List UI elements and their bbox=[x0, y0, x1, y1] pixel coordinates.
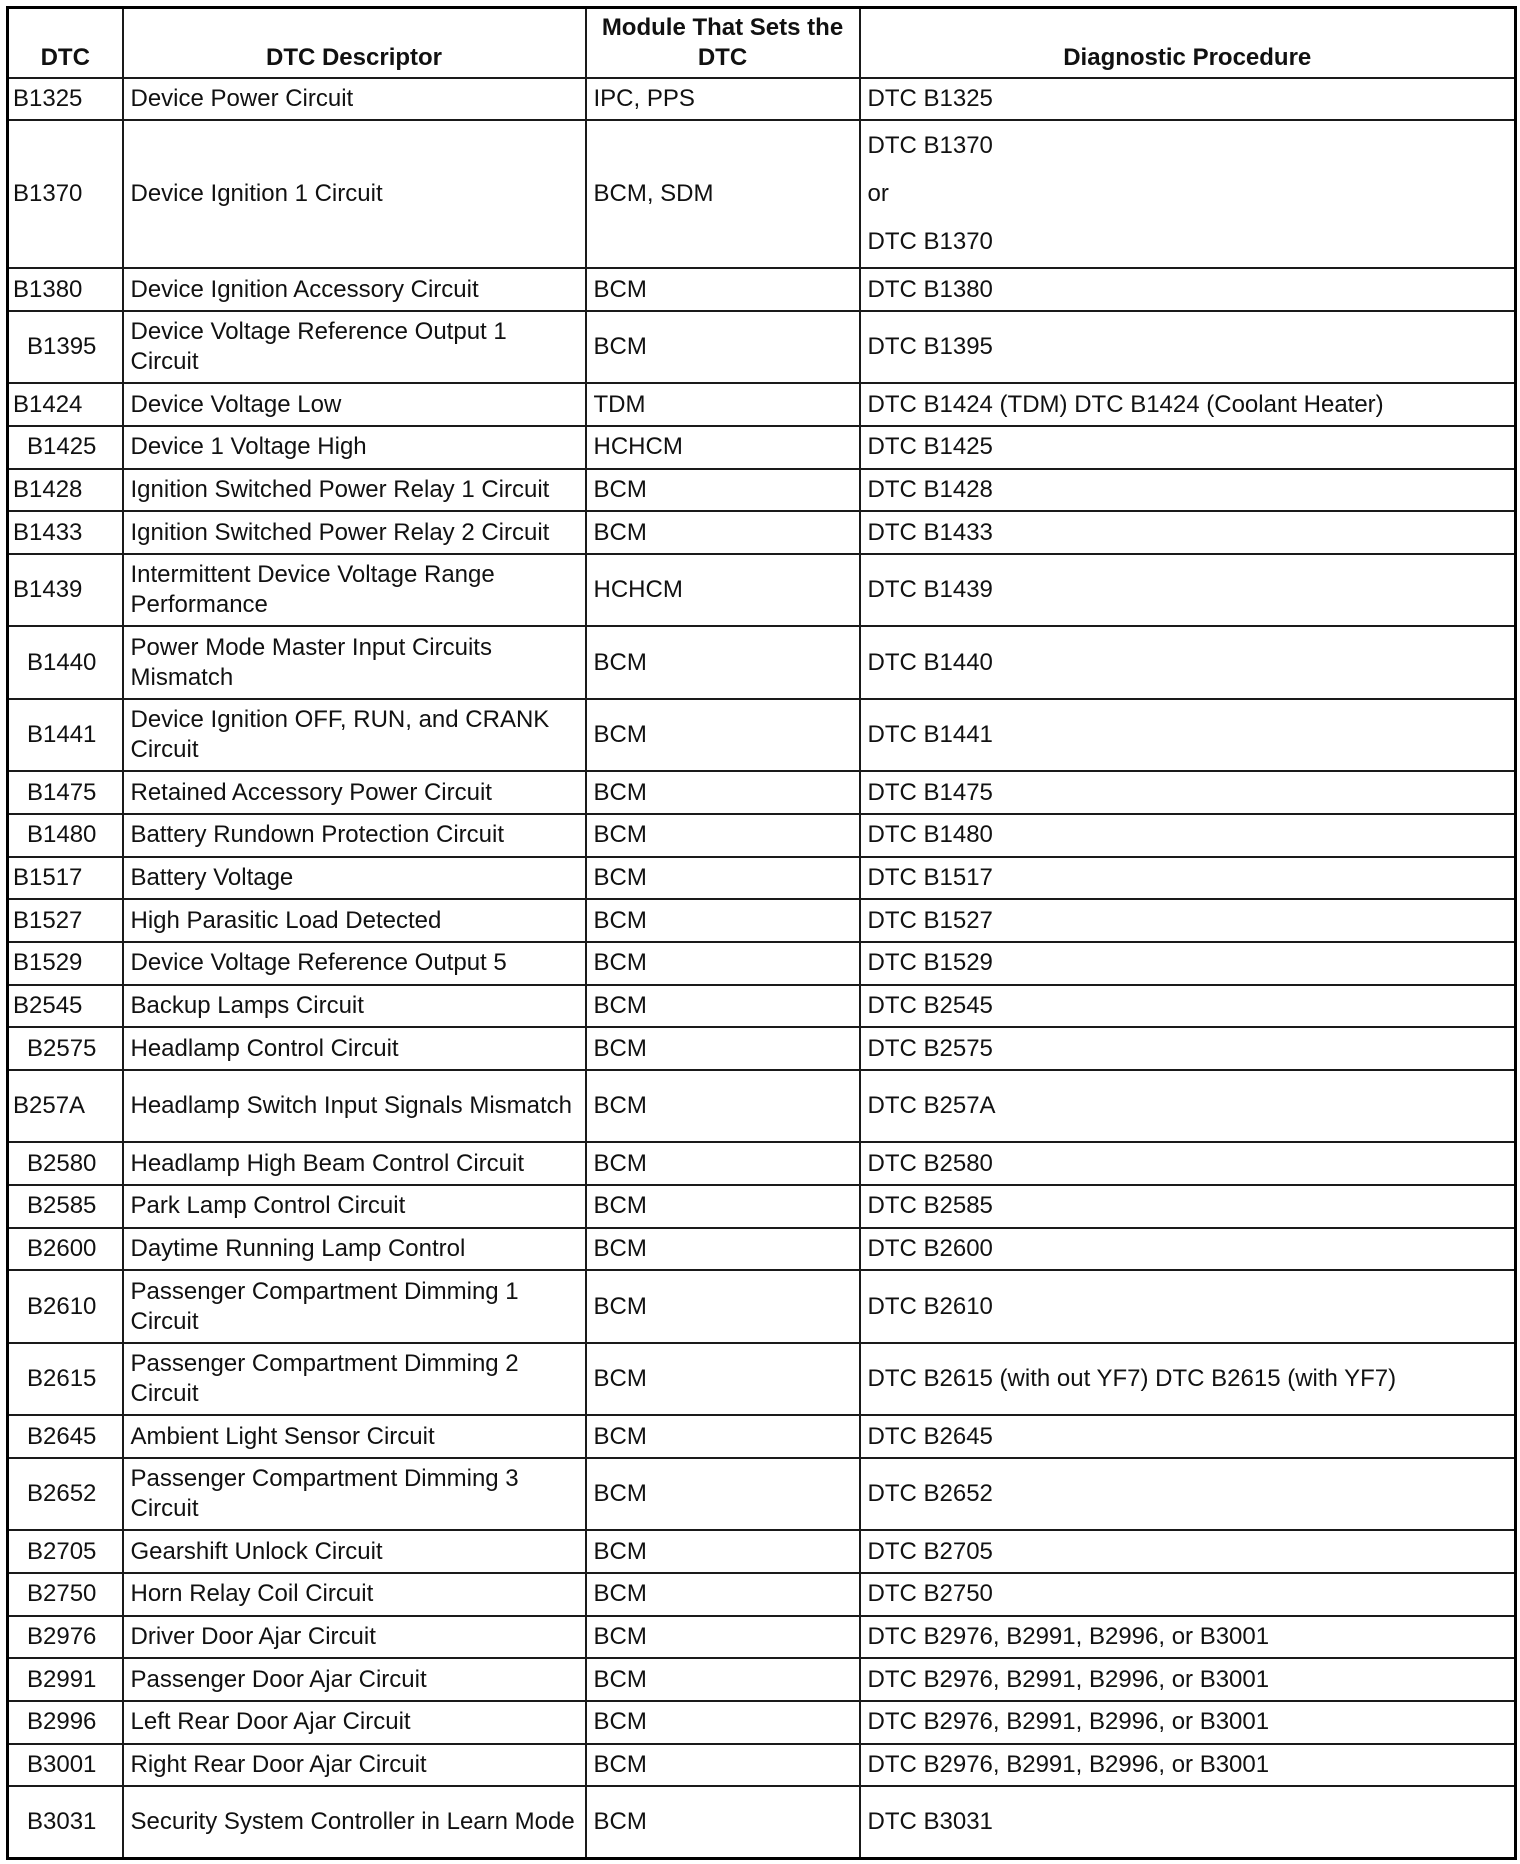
dtc-code: B2996 bbox=[8, 1701, 123, 1744]
dtc-code: B1439 bbox=[8, 554, 123, 626]
dtc-descriptor: Ignition Switched Power Relay 2 Circuit bbox=[123, 511, 586, 554]
dtc-module: BCM bbox=[586, 857, 860, 900]
dtc-descriptor: Device Power Circuit bbox=[123, 78, 586, 121]
dtc-descriptor: Right Rear Door Ajar Circuit bbox=[123, 1744, 586, 1787]
dtc-descriptor: Headlamp High Beam Control Circuit bbox=[123, 1142, 586, 1185]
table-row bbox=[8, 1701, 1516, 1744]
dtc-module: BCM bbox=[586, 1573, 860, 1616]
dtc-descriptor: Ambient Light Sensor Circuit bbox=[123, 1415, 586, 1458]
dtc-procedure: DTC B2610 bbox=[860, 1270, 1516, 1342]
dtc-descriptor: Battery Rundown Protection Circuit bbox=[123, 814, 586, 857]
procedure-link: DTC B1370 bbox=[867, 228, 993, 256]
table-row bbox=[8, 78, 1516, 121]
table-row bbox=[8, 985, 1516, 1028]
dtc-code: B1527 bbox=[8, 899, 123, 942]
dtc-module: BCM bbox=[586, 985, 860, 1028]
dtc-module: BCM bbox=[586, 1786, 860, 1858]
header-procedure: Diagnostic Procedure bbox=[860, 8, 1516, 78]
dtc-code: B1517 bbox=[8, 857, 123, 900]
table-header bbox=[8, 8, 1516, 78]
dtc-module: HCHCM bbox=[586, 426, 860, 469]
dtc-module: BCM bbox=[586, 1142, 860, 1185]
table-row bbox=[8, 1415, 1516, 1458]
table-row bbox=[8, 1573, 1516, 1616]
table-row bbox=[8, 426, 1516, 469]
dtc-procedure: DTC B1424 (TDM) DTC B1424 (Coolant Heater) bbox=[860, 383, 1516, 426]
dtc-code: B3001 bbox=[8, 1744, 123, 1787]
dtc-procedure: DTC B1425 bbox=[860, 426, 1516, 469]
dtc-module: BCM bbox=[586, 469, 860, 512]
table-row bbox=[8, 1658, 1516, 1701]
table-row bbox=[8, 771, 1516, 814]
dtc-procedure: DTC B1440 bbox=[860, 626, 1516, 698]
dtc-procedure: DTC B2645 bbox=[860, 1415, 1516, 1458]
dtc-module: BCM bbox=[586, 626, 860, 698]
dtc-descriptor: Driver Door Ajar Circuit bbox=[123, 1616, 586, 1659]
dtc-code: B2600 bbox=[8, 1228, 123, 1271]
dtc-module: BCM bbox=[586, 771, 860, 814]
dtc-code: B2705 bbox=[8, 1530, 123, 1573]
dtc-procedure: DTC B2976, B2991, B2996, or B3001 bbox=[860, 1744, 1516, 1787]
dtc-code: B257A bbox=[8, 1070, 123, 1142]
dtc-descriptor: Left Rear Door Ajar Circuit bbox=[123, 1701, 586, 1744]
dtc-descriptor: Device Voltage Low bbox=[123, 383, 586, 426]
dtc-code: B2580 bbox=[8, 1142, 123, 1185]
dtc-descriptor: High Parasitic Load Detected bbox=[123, 899, 586, 942]
table-row bbox=[8, 1228, 1516, 1271]
dtc-procedure: DTC B2580 bbox=[860, 1142, 1516, 1185]
dtc-descriptor: Device Voltage Reference Output 5 bbox=[123, 942, 586, 985]
dtc-procedure: DTC B1527 bbox=[860, 899, 1516, 942]
dtc-procedure: DTC B2615 (with out YF7) DTC B2615 (with YF7) bbox=[860, 1343, 1516, 1415]
header-descriptor: DTC Descriptor bbox=[123, 8, 586, 78]
table-row bbox=[8, 1343, 1516, 1415]
dtc-descriptor: Power Mode Master Input Circuits Mismatch bbox=[123, 626, 586, 698]
dtc-procedure: DTC B1441 bbox=[860, 699, 1516, 771]
procedure-or: or bbox=[867, 180, 889, 208]
dtc-code: B2585 bbox=[8, 1185, 123, 1228]
dtc-table-container bbox=[6, 6, 1514, 1860]
dtc-procedure bbox=[860, 120, 1516, 268]
dtc-descriptor: Horn Relay Coil Circuit bbox=[123, 1573, 586, 1616]
table-row bbox=[8, 814, 1516, 857]
table-row bbox=[8, 699, 1516, 771]
table-row bbox=[8, 1744, 1516, 1787]
dtc-code: B3031 bbox=[8, 1786, 123, 1858]
dtc-code: B2652 bbox=[8, 1458, 123, 1530]
table-body bbox=[8, 78, 1516, 1859]
dtc-code: B1425 bbox=[8, 426, 123, 469]
dtc-descriptor: Gearshift Unlock Circuit bbox=[123, 1530, 586, 1573]
table-row bbox=[8, 942, 1516, 985]
dtc-code: B1441 bbox=[8, 699, 123, 771]
table-row bbox=[8, 1070, 1516, 1142]
dtc-module: BCM bbox=[586, 814, 860, 857]
dtc-code: B1480 bbox=[8, 814, 123, 857]
dtc-descriptor: Device 1 Voltage High bbox=[123, 426, 586, 469]
dtc-descriptor: Device Ignition Accessory Circuit bbox=[123, 268, 586, 311]
dtc-code: B2545 bbox=[8, 985, 123, 1028]
dtc-code: B2575 bbox=[8, 1027, 123, 1070]
dtc-procedure: DTC B1529 bbox=[860, 942, 1516, 985]
dtc-module: BCM bbox=[586, 1027, 860, 1070]
dtc-procedure: DTC B1480 bbox=[860, 814, 1516, 857]
dtc-procedure: DTC B3031 bbox=[860, 1786, 1516, 1858]
dtc-module: HCHCM bbox=[586, 554, 860, 626]
table-row bbox=[8, 469, 1516, 512]
dtc-code: B2991 bbox=[8, 1658, 123, 1701]
header-dtc: DTC bbox=[8, 8, 123, 78]
dtc-descriptor: Intermittent Device Voltage Range Performance bbox=[123, 554, 586, 626]
dtc-module: BCM bbox=[586, 1458, 860, 1530]
dtc-code: B1370 bbox=[8, 120, 123, 268]
dtc-procedure: DTC B2585 bbox=[860, 1185, 1516, 1228]
table-row bbox=[8, 857, 1516, 900]
table-row bbox=[8, 1458, 1516, 1530]
table-row bbox=[8, 554, 1516, 626]
dtc-procedure: DTC B2652 bbox=[860, 1458, 1516, 1530]
dtc-descriptor: Backup Lamps Circuit bbox=[123, 985, 586, 1028]
dtc-code: B1325 bbox=[8, 78, 123, 121]
dtc-descriptor: Park Lamp Control Circuit bbox=[123, 1185, 586, 1228]
dtc-procedure: DTC B2976, B2991, B2996, or B3001 bbox=[860, 1658, 1516, 1701]
table-row bbox=[8, 899, 1516, 942]
dtc-procedure: DTC B1428 bbox=[860, 469, 1516, 512]
dtc-code: B2615 bbox=[8, 1343, 123, 1415]
dtc-descriptor: Headlamp Control Circuit bbox=[123, 1027, 586, 1070]
dtc-table bbox=[6, 6, 1517, 1860]
dtc-procedure: DTC B1433 bbox=[860, 511, 1516, 554]
dtc-code: B2610 bbox=[8, 1270, 123, 1342]
dtc-module: BCM, SDM bbox=[586, 120, 860, 268]
dtc-code: B1433 bbox=[8, 511, 123, 554]
table-row bbox=[8, 1616, 1516, 1659]
dtc-code: B1428 bbox=[8, 469, 123, 512]
dtc-module: BCM bbox=[586, 899, 860, 942]
dtc-procedure: DTC B2575 bbox=[860, 1027, 1516, 1070]
dtc-descriptor: Device Ignition 1 Circuit bbox=[123, 120, 586, 268]
dtc-module: BCM bbox=[586, 1701, 860, 1744]
dtc-module: BCM bbox=[586, 1415, 860, 1458]
dtc-descriptor: Retained Accessory Power Circuit bbox=[123, 771, 586, 814]
dtc-descriptor: Passenger Compartment Dimming 1 Circuit bbox=[123, 1270, 586, 1342]
dtc-descriptor: Passenger Compartment Dimming 2 Circuit bbox=[123, 1343, 586, 1415]
dtc-procedure: DTC B2976, B2991, B2996, or B3001 bbox=[860, 1616, 1516, 1659]
table-row bbox=[8, 511, 1516, 554]
header-row bbox=[8, 8, 1516, 78]
dtc-procedure: DTC B2600 bbox=[860, 1228, 1516, 1271]
dtc-procedure: DTC B2976, B2991, B2996, or B3001 bbox=[860, 1701, 1516, 1744]
dtc-code: B2976 bbox=[8, 1616, 123, 1659]
dtc-procedure: DTC B2750 bbox=[860, 1573, 1516, 1616]
dtc-descriptor: Ignition Switched Power Relay 1 Circuit bbox=[123, 469, 586, 512]
dtc-procedure: DTC B1395 bbox=[860, 311, 1516, 383]
dtc-module: IPC, PPS bbox=[586, 78, 860, 121]
dtc-module: BCM bbox=[586, 1658, 860, 1701]
dtc-code: B1440 bbox=[8, 626, 123, 698]
dtc-descriptor: Battery Voltage bbox=[123, 857, 586, 900]
dtc-descriptor: Passenger Door Ajar Circuit bbox=[123, 1658, 586, 1701]
dtc-descriptor: Security System Controller in Learn Mode bbox=[123, 1786, 586, 1858]
dtc-code: B1424 bbox=[8, 383, 123, 426]
table-row bbox=[8, 383, 1516, 426]
dtc-module: BCM bbox=[586, 311, 860, 383]
dtc-procedure: DTC B1439 bbox=[860, 554, 1516, 626]
dtc-descriptor: Device Voltage Reference Output 1 Circuit bbox=[123, 311, 586, 383]
dtc-procedure: DTC B2545 bbox=[860, 985, 1516, 1028]
dtc-procedure: DTC B1325 bbox=[860, 78, 1516, 121]
dtc-descriptor: Daytime Running Lamp Control bbox=[123, 1228, 586, 1271]
table-row bbox=[8, 1270, 1516, 1342]
dtc-descriptor: Headlamp Switch Input Signals Mismatch bbox=[123, 1070, 586, 1142]
dtc-descriptor: Passenger Compartment Dimming 3 Circuit bbox=[123, 1458, 586, 1530]
dtc-module: BCM bbox=[586, 699, 860, 771]
dtc-code: B1475 bbox=[8, 771, 123, 814]
dtc-code: B1395 bbox=[8, 311, 123, 383]
dtc-code: B2750 bbox=[8, 1573, 123, 1616]
table-row bbox=[8, 1027, 1516, 1070]
table-row bbox=[8, 1530, 1516, 1573]
dtc-descriptor: Device Ignition OFF, RUN, and CRANK Circuit bbox=[123, 699, 586, 771]
dtc-code: B1529 bbox=[8, 942, 123, 985]
table-row bbox=[8, 626, 1516, 698]
dtc-module: BCM bbox=[586, 1744, 860, 1787]
table-row bbox=[8, 1142, 1516, 1185]
dtc-procedure: DTC B1475 bbox=[860, 771, 1516, 814]
table-row bbox=[8, 120, 1516, 268]
dtc-module: BCM bbox=[586, 511, 860, 554]
procedure-link: DTC B1370 bbox=[867, 132, 993, 160]
dtc-module: BCM bbox=[586, 1070, 860, 1142]
dtc-module: BCM bbox=[586, 1343, 860, 1415]
table-row bbox=[8, 1786, 1516, 1858]
dtc-procedure: DTC B2705 bbox=[860, 1530, 1516, 1573]
dtc-module: BCM bbox=[586, 1185, 860, 1228]
dtc-module: BCM bbox=[586, 1530, 860, 1573]
dtc-procedure: DTC B1380 bbox=[860, 268, 1516, 311]
table-row bbox=[8, 311, 1516, 383]
dtc-procedure: DTC B1517 bbox=[860, 857, 1516, 900]
table-row bbox=[8, 1185, 1516, 1228]
table-row bbox=[8, 268, 1516, 311]
dtc-module: BCM bbox=[586, 1228, 860, 1271]
dtc-module: BCM bbox=[586, 942, 860, 985]
dtc-module: TDM bbox=[586, 383, 860, 426]
dtc-code: B1380 bbox=[8, 268, 123, 311]
dtc-module: BCM bbox=[586, 1270, 860, 1342]
header-module: Module That Sets the DTC bbox=[586, 8, 860, 78]
dtc-module: BCM bbox=[586, 268, 860, 311]
dtc-code: B2645 bbox=[8, 1415, 123, 1458]
dtc-procedure: DTC B257A bbox=[860, 1070, 1516, 1142]
dtc-module: BCM bbox=[586, 1616, 860, 1659]
